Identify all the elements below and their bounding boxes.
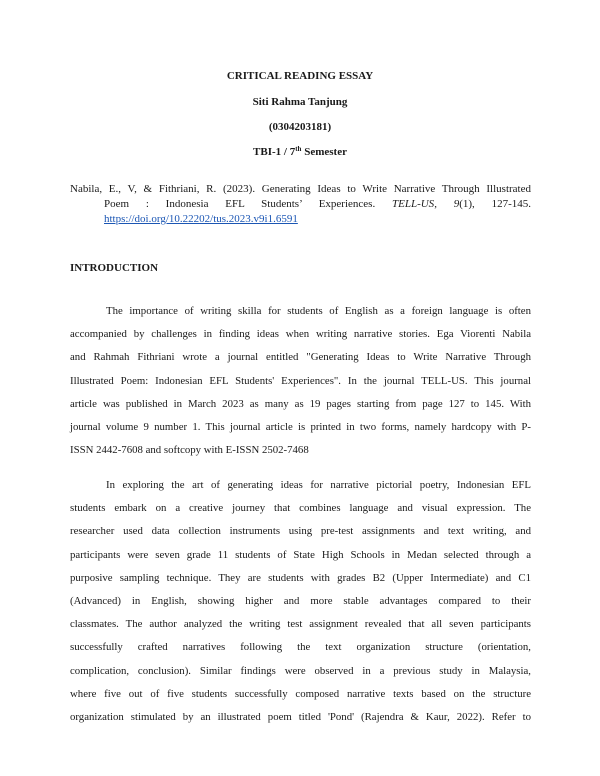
paragraph-line: article was published in March 2023 as many as 19 pages starting from page 127 to 145. With (70, 397, 531, 410)
paragraph-line: students embark on a creative journey that combines language and visual expression. The (70, 502, 531, 515)
paragraph-line: The importance of writing skilla for students of English as a foreign language is often (106, 305, 531, 317)
paragraph-line: Illustrated Poem: Indonesian EFL Students' Experiences". In the journal TELL-US. This journal (70, 374, 531, 387)
reference-text: Poem : Indonesia EFL Students’ Experiences. (104, 198, 392, 210)
paragraph-line: researcher used data collection instruments using pre-test assignments and text writing, and (70, 525, 531, 538)
paragraph-2 (70, 474, 531, 729)
paragraph-line: (Advanced) in English, showing higher and more stable advantages compared to their (70, 595, 531, 608)
reference-line (70, 212, 531, 227)
paragraph-line: classmates. The author analyzed the writing test assignment revealed that all seven participants (70, 618, 531, 631)
section-heading: INTRODUCTION (70, 262, 159, 274)
paragraph-line: and Rahmah Fithriani wrote a journal entitled "Generating Ideas to Write Narrative Through (70, 351, 531, 364)
student-id: (0304203181) (268, 121, 332, 133)
author-name: Siti Rahma Tanjung (252, 96, 348, 108)
essay-title: CRITICAL READING ESSAY (226, 70, 374, 82)
paragraph-line: ISSN 2442-7608 and softcopy with E-ISSN 2502-7468 (70, 444, 309, 457)
reference-issue-pages: (1), 127-145. (459, 198, 532, 210)
paragraph-line: purposive sampling technique. They are students with grades B2 (Upper Intermediate) and C1 (70, 571, 531, 584)
semester-label: Semester (301, 146, 347, 158)
paragraph-line: accompanied by challenges in finding ideas when writing narrative stories. Ega Viorenti Nabila (70, 328, 531, 341)
reference-line (70, 197, 531, 212)
paragraph-line: organization stimulated by an illustrated poem titled 'Pond' (Rajendra & Kaur, 2022). Refer to (70, 711, 531, 724)
paragraph-line: participants were seven grade 11 students of State High Schools in Medan selected through a (70, 548, 531, 561)
reference-comma: , (434, 198, 454, 210)
paragraph-1 (70, 300, 531, 462)
class-semester (0, 146, 600, 158)
class-label: TBI-1 / 7 (253, 146, 296, 158)
doi-link[interactable]: https://doi.org/10.22202/tus.2023.v9i1.6591 (104, 213, 298, 225)
paragraph-line: where five out of five students successfully composed narrative texts based on the structure (70, 687, 531, 700)
class-ordinal-suffix: th (295, 145, 302, 153)
reference-citation (70, 182, 531, 227)
paragraph-line: In exploring the art of generating ideas for narrative pictorial poetry, Indonesian EFL (106, 479, 531, 491)
journal-name: TELL-US (392, 198, 435, 210)
paragraph-line: successfully crafted narratives following the text organization structure (orientation, (70, 641, 531, 654)
reference-line: Nabila, E., V, & Fithriani, R. (2023). Generating Ideas to Write Narrative Through Illustrated (70, 183, 531, 195)
paragraph-line: complication, conclusion). Similar findings were observed in a previous study in Malaysia, (70, 664, 531, 677)
paragraph-line: journal volume 9 number 1. This journal article is printed in two forms, namely hardcopy with P- (70, 421, 531, 434)
journal-volume: 9 (453, 198, 460, 210)
